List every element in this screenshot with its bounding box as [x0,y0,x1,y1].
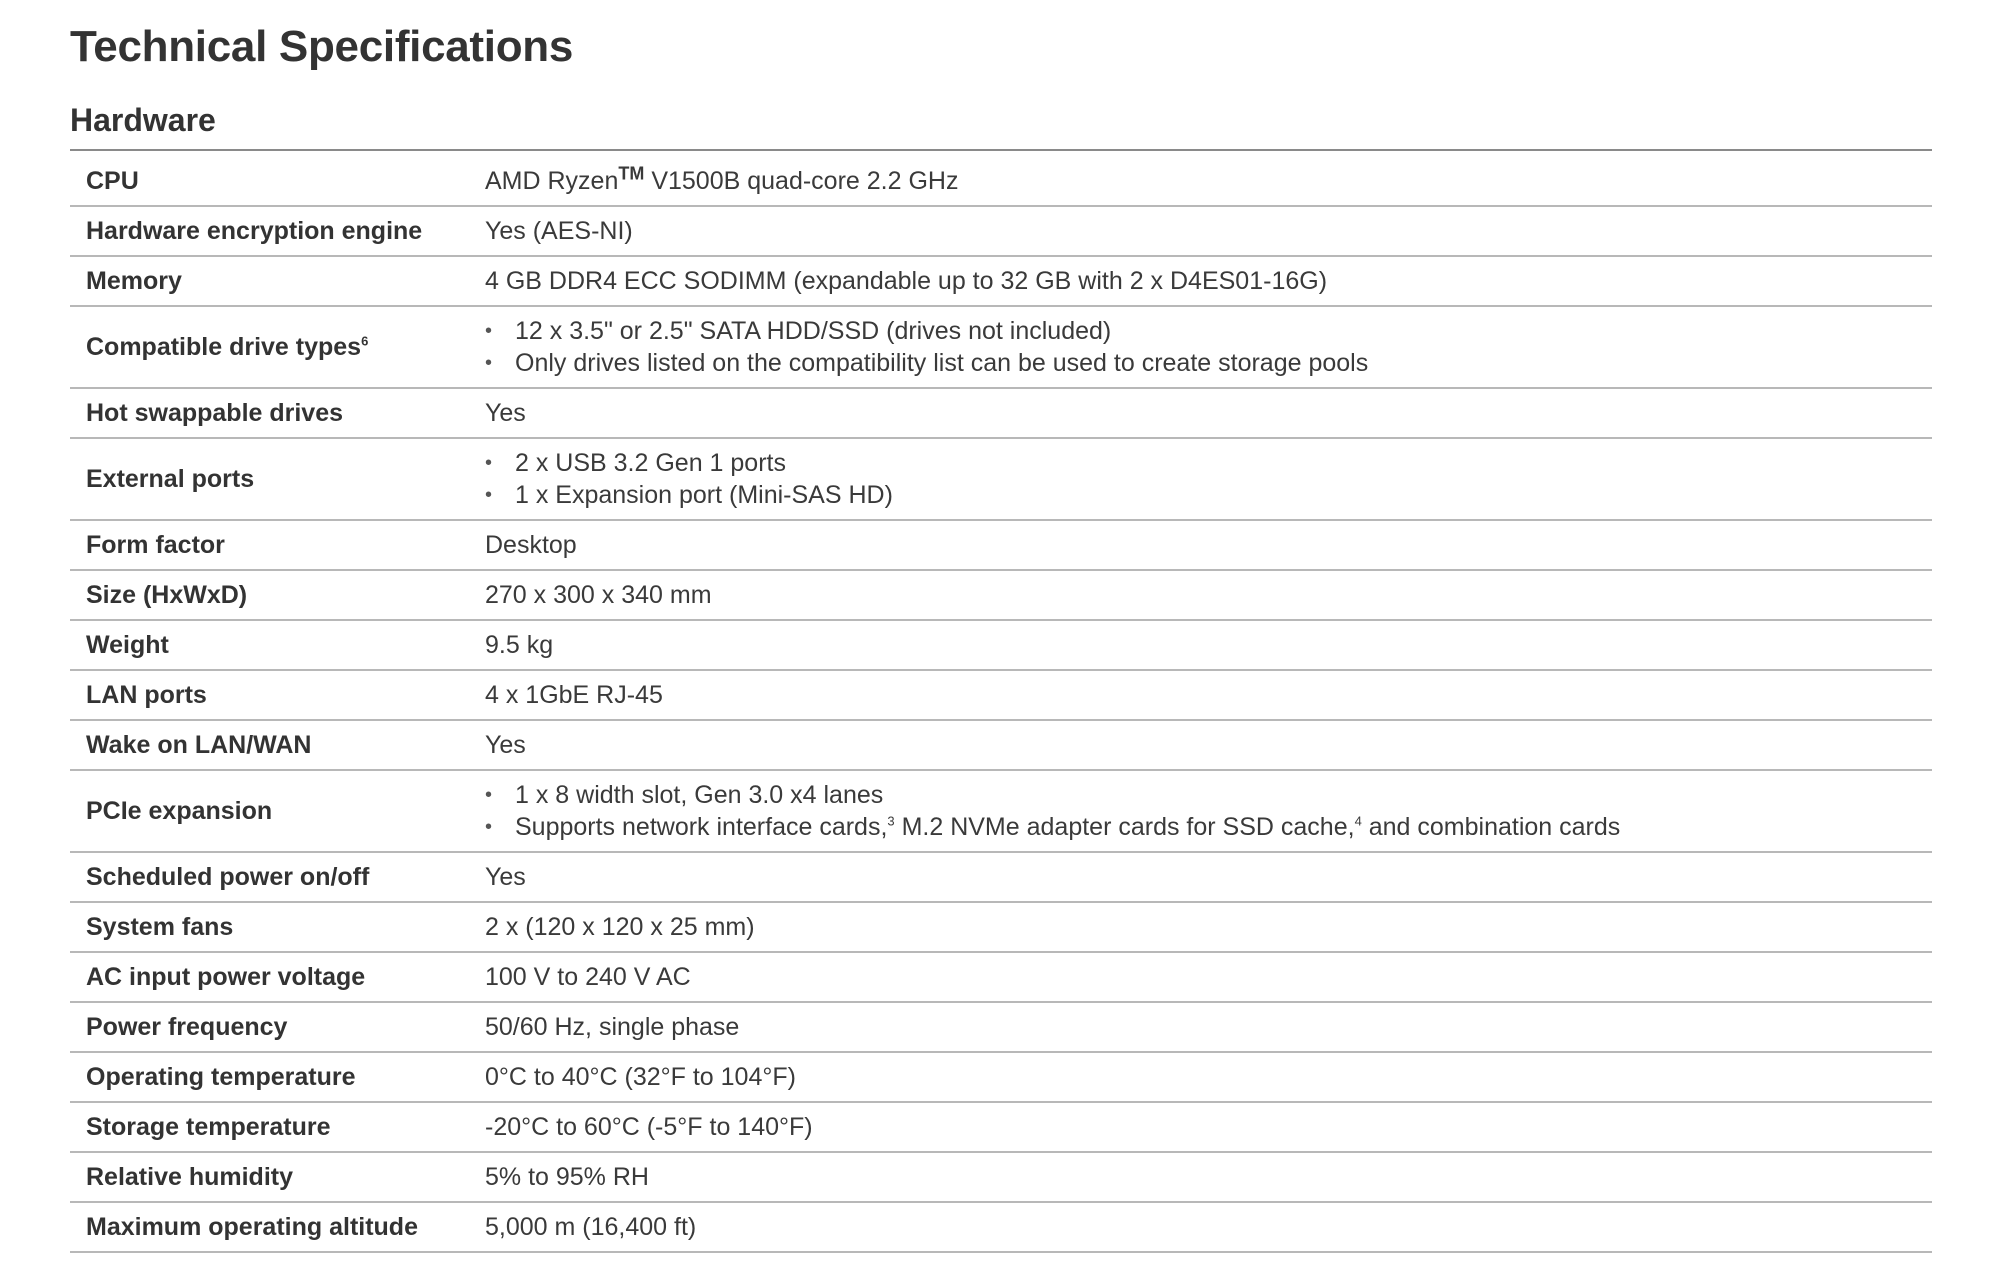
spec-row-fans [70,902,1932,952]
spec-label: Operating temperature [70,1052,485,1102]
spec-label: Maximum operating altitude [70,1202,485,1252]
spec-row-humidity [70,1152,1932,1202]
trademark-mark: TM [618,163,645,184]
spec-row-scheduled-power [70,852,1932,902]
list-item: • 2 x USB 3.2 Gen 1 ports [485,447,1932,479]
cpu-value-post: V1500B quad-core 2.2 GHz [644,167,959,195]
drive-types-label: Compatible drive types [86,333,362,361]
list-item [485,811,1932,843]
spec-value: Yes [485,388,1932,438]
spec-label: Relative humidity [70,1152,485,1202]
footnote-ref: 6 [361,333,369,349]
pcie-text-a: Supports network interface cards, [515,813,888,841]
spec-value: 4 GB DDR4 ECC SODIMM (expandable up to 32 GB with 2 x D4ES01-16G) [485,256,1932,306]
spec-row-cpu [70,151,1932,206]
spec-row-encryption [70,206,1932,256]
spec-label [70,306,485,388]
spec-label: Wake on LAN/WAN [70,720,485,770]
spec-row-lan-ports [70,670,1932,720]
spec-label: Power frequency [70,1002,485,1052]
spec-label: AC input power voltage [70,952,485,1002]
list-item: • 12 x 3.5" or 2.5" SATA HDD/SSD (drives not included) [485,315,1932,347]
footnote-ref: 3 [887,813,895,829]
spec-row-pcie [70,770,1932,852]
spec-label: PCIe expansion [70,770,485,852]
spec-value: Yes [485,720,1932,770]
list-item: • 1 x Expansion port (Mini-SAS HD) [485,479,1932,511]
spec-value: Desktop [485,520,1932,570]
spec-value: 9.5 kg [485,620,1932,670]
spec-row-altitude [70,1202,1932,1252]
spec-row-external-ports [70,438,1932,520]
spec-value: 4 x 1GbE RJ-45 [485,670,1932,720]
spec-value: -20°C to 60°C (-5°F to 140°F) [485,1102,1932,1152]
spec-row-storage-temperature [70,1102,1932,1152]
spec-label: Form factor [70,520,485,570]
spec-row-power-frequency [70,1002,1932,1052]
spec-value: 5,000 m (16,400 ft) [485,1202,1932,1252]
spec-row-weight [70,620,1932,670]
spec-label: Memory [70,256,485,306]
spec-value: 270 x 300 x 340 mm [485,570,1932,620]
spec-label: LAN ports [70,670,485,720]
list-item: • 1 x 8 width slot, Gen 3.0 x4 lanes [485,779,1932,811]
spec-value [485,438,1932,520]
bullet-list [485,779,1932,843]
spec-label: Scheduled power on/off [70,852,485,902]
spec-label: CPU [70,151,485,206]
spec-label: Size (HxWxD) [70,570,485,620]
section-title-hardware: Hardware [70,102,1932,151]
spec-label: Weight [70,620,485,670]
bullet-list [485,447,1932,511]
pcie-text-b: M.2 NVMe adapter cards for SSD cache, [894,813,1355,841]
spec-row-drive-types [70,306,1932,388]
spec-value: 0°C to 40°C (32°F to 104°F) [485,1052,1932,1102]
spec-value [485,770,1932,852]
spec-value: 5% to 95% RH [485,1152,1932,1202]
spec-value: 2 x (120 x 120 x 25 mm) [485,902,1932,952]
bullet-list [485,315,1932,379]
hardware-spec-table [70,151,1932,1253]
spec-row-size [70,570,1932,620]
spec-row-operating-temperature [70,1052,1932,1102]
spec-value: 50/60 Hz, single phase [485,1002,1932,1052]
spec-row-hot-swap [70,388,1932,438]
spec-row-form-factor [70,520,1932,570]
spec-row-ac-voltage [70,952,1932,1002]
spec-value: Yes (AES-NI) [485,206,1932,256]
spec-label: External ports [70,438,485,520]
spec-row-memory [70,256,1932,306]
spec-label: Hot swappable drives [70,388,485,438]
cpu-value-pre: AMD Ryzen [485,167,619,195]
spec-value [485,151,1932,206]
spec-value: 100 V to 240 V AC [485,952,1932,1002]
spec-label: Hardware encryption engine [70,206,485,256]
spec-value: Yes [485,852,1932,902]
footnote-ref: 4 [1354,813,1362,829]
pcie-text-c: and combination cards [1361,813,1621,841]
spec-row-wake-on-lan [70,720,1932,770]
page-title: Technical Specifications [70,22,574,71]
list-item: • Only drives listed on the compatibility list can be used to create storage pools [485,347,1932,379]
spec-label: Storage temperature [70,1102,485,1152]
spec-value [485,306,1932,388]
spec-label: System fans [70,902,485,952]
